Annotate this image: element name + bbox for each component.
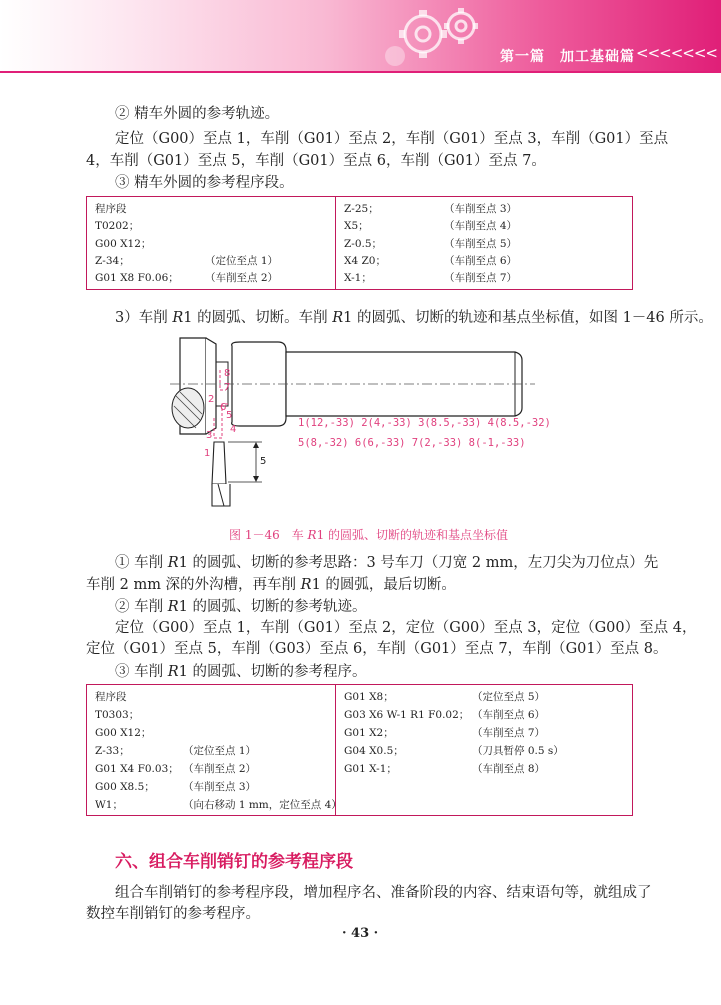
code-note: （向右移动 1 mm，定位至点 4） [183,799,342,811]
item2-line2: 4，车削（G01）至点 5，车削（G01）至点 6，车削（G01）至点 7。 [86,153,546,169]
page-number: · 43 · [342,926,379,941]
code-note: （车削至点 5） [444,238,518,250]
code-note: （车削至点 6） [472,709,546,721]
code-note: （车削至点 2） [183,763,257,775]
table1-right-column [344,197,624,289]
dimension-label: 5 [260,456,267,467]
code-line: G01 X2； [344,727,394,739]
section-six-line1: 组合车削销钉的参考程序段，增加程序名、准备阶段的内容、结束语句等，就组成了 [115,885,652,901]
track-line2: 定位（G01）至点 5，车削（G03）至点 6，车削（G01）至点 7，车削（G01）至点 8。 [86,641,668,657]
code-note: （车削至点 7） [472,727,546,739]
code-line: G04 X0.5； [344,745,404,757]
code-line: G00 X12； [95,727,152,739]
code-line: T0202； [95,220,140,232]
header-rule [0,71,721,73]
item2-line1: 定位（G00）至点 1，车削（G01）至点 2，车削（G01）至点 3，车削（G01）至点 [115,131,669,147]
code-line: Z-34； [95,255,130,267]
point-label: 4 [230,424,237,435]
code-line: G01 X8； [344,691,394,703]
code-note: （车削至点 4） [444,220,518,232]
code-note: （车削至点 7） [444,272,518,284]
section-six-line2: 数控车削销钉的参考程序。 [86,906,260,922]
code-note: （车削至点 2） [205,272,279,284]
code-note: （车削至点 8） [472,763,546,775]
table2-right-column [344,685,624,815]
code-line: G01 X8 F0.06； [95,272,179,284]
coords-row-1: 1(12,-33) 2(4,-33) 3(8.5,-33) 4(8.5,-32) [298,417,551,429]
table2-left-column [95,685,342,815]
code-note: （车削至点 3） [444,203,518,215]
item3-title: ③ 精车外圆的参考程序段。 [115,175,294,191]
table1-left-column [95,197,331,289]
part-title: 第一篇 加工基础篇 [500,49,635,65]
chevron-arrows-icon: <<<<<<< [636,44,717,62]
code-line: X4 Z0； [344,255,386,267]
gears-icon [375,0,495,72]
coords-row-2: 5(8,-32) 6(6,-33) 7(2,-33) 8(-1,-33) [298,437,526,449]
point-label: 2 [208,394,215,405]
point-label: 3 [206,430,213,441]
code-line: Z-0.5； [344,238,383,250]
code-line: T0303； [95,709,140,721]
code-line: 程序段 [95,691,127,703]
code-line: Z-33； [95,745,130,757]
code-line: G03 X6 W-1 R1 F0.02； [344,709,470,721]
point-label: 6 [220,402,227,413]
workpiece-collar [232,342,286,426]
item3-title-b: ③ 车削 R1 的圆弧、切断的参考程序。 [115,664,367,680]
code-line: Z-25； [344,203,379,215]
figure-caption: 图 1－46 车 R1 的圆弧、切断的轨迹和基点坐标值 [229,528,509,542]
figure-1-46 [170,334,560,514]
program-table-1 [86,196,633,290]
code-line: G00 X8.5； [95,781,155,793]
code-line: X-1； [344,272,372,284]
track-line1: 定位（G00）至点 1，车削（G01）至点 2，定位（G00）至点 3，定位（G00）至点 4， [115,620,697,636]
table-divider [335,685,336,815]
point-label: 8 [224,368,231,379]
code-note: （车削至点 6） [444,255,518,267]
code-note: （定位至点 1） [183,745,257,757]
code-line: G00 X12； [95,238,152,250]
cutting-tool [212,442,226,484]
point-label: 7 [224,382,231,393]
item1-line2: 车削 2 mm 深的外沟槽，再车削 R1 的圆弧，最后切断。 [86,577,456,593]
point-label: 5 [226,410,233,421]
code-line: G01 X4 F0.03； [95,763,179,775]
point-label: 1 [204,448,211,459]
code-note: （定位至点 1） [205,255,279,267]
code-note: （车削至点 3） [183,781,257,793]
code-note: （刀具暂停 0.5 s） [472,745,564,757]
code-line: X5； [344,220,369,232]
code-note: （定位至点 5） [472,691,546,703]
section-heading: 六、组合车削销钉的参考程序段 [115,852,353,872]
item2-title: ② 精车外圆的参考轨迹。 [115,106,280,122]
program-table-2 [86,684,633,816]
item2-title-b: ② 车削 R1 的圆弧、切断的参考轨迹。 [115,599,367,615]
section3-intro: 3）车削 R1 的圆弧、切断。车削 R1 的圆弧、切断的轨迹和基点坐标值，如图 1－46 所示。 [115,310,713,326]
code-line: 程序段 [95,203,127,215]
item1-line1: ① 车削 R1 的圆弧、切断的参考思路：3 号车刀（刀宽 2 mm，左刀尖为刀位点）先 [115,555,659,571]
table-divider [335,197,336,289]
code-line: G01 X-1； [344,763,397,775]
code-line: W1； [95,799,123,811]
